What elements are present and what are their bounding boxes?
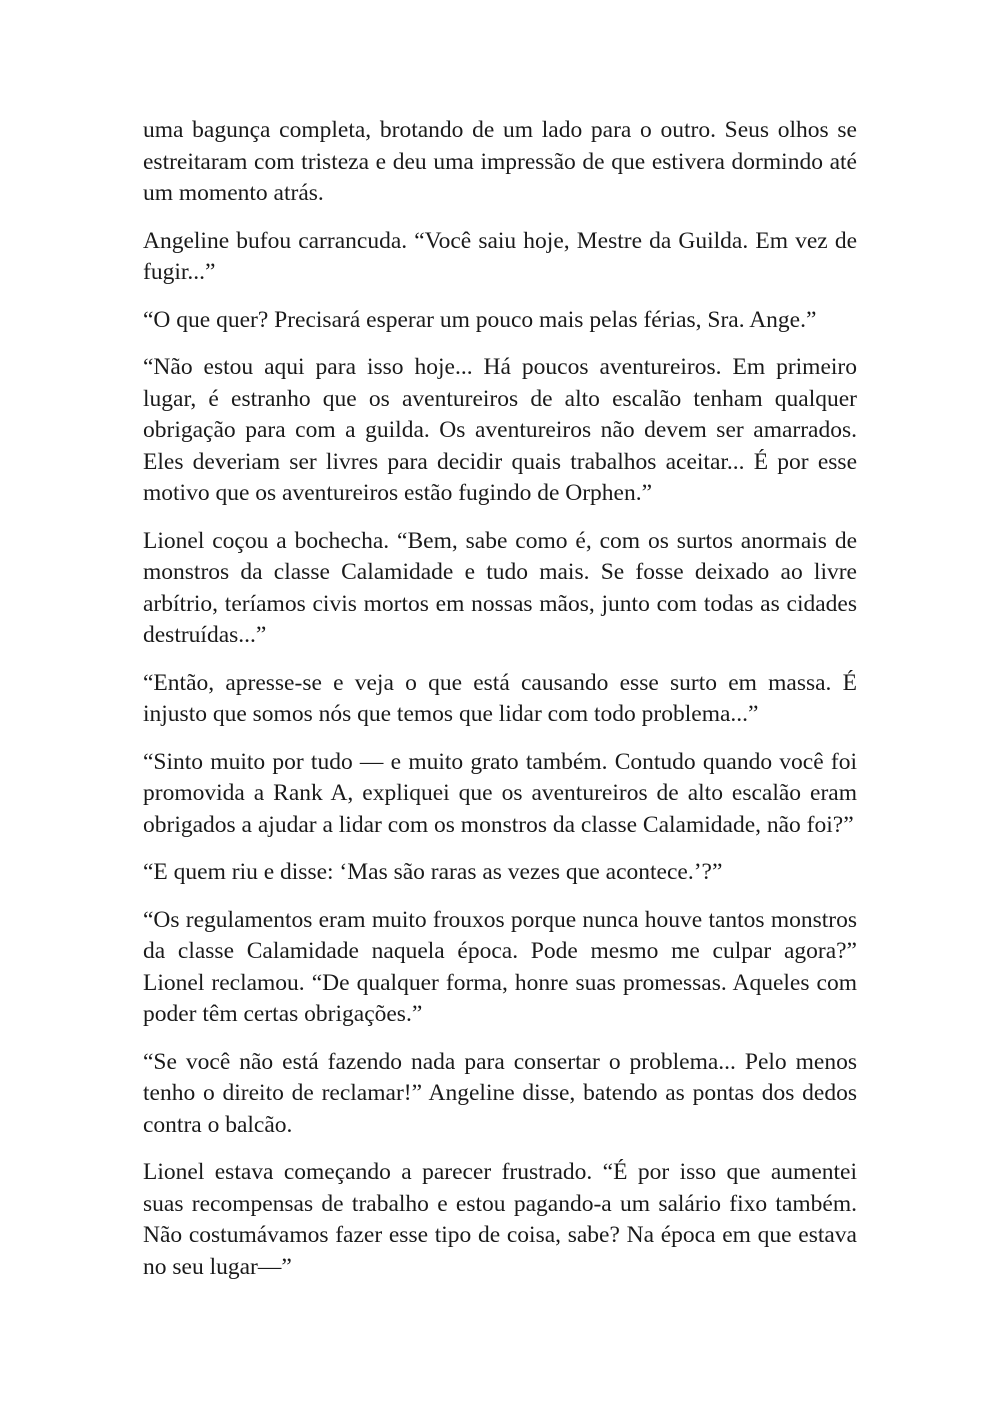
paragraph: Lionel coçou a bochecha. “Bem, sabe como é, com os surtos anormais de monstros da classe Calamidade e tudo mais. Se fosse deixado ao livre arbítrio, teríamos civis mortos em nossas mãos, junto com todas as cidades destruídas...” xyxy=(143,527,857,648)
paragraph: “E quem riu e disse: ‘Mas são raras as vezes que acontece.’?” xyxy=(143,859,723,885)
paragraph: Angeline bufou carrancuda. “Você saiu hoje, Mestre da Guilda. Em vez de fugir...” xyxy=(143,227,857,285)
paragraph: “O que quer? Precisará esperar um pouco mais pelas férias, Sra. Ange.” xyxy=(143,306,817,333)
body-text xyxy=(143,115,857,1299)
paragraph: uma bagunça completa, brotando de um lado para o outro. Seus olhos se estreitaram com tristeza e deu uma impressão de que estivera dormindo até um momento atrás. xyxy=(143,117,857,206)
paragraph: Lionel estava começando a parecer frustrado. “É por isso que aumentei suas recompensas de trabalho e estou pagando-a um salário fixo também. Não costumávamos fazer esse tipo de coisa, sabe? Na época em que estava no seu lugar—” xyxy=(143,1159,857,1280)
paragraph: “Então, apresse-se e veja o que está causando esse surto em massa. É injusto que somos nós que temos que lidar com todo problema...” xyxy=(143,669,857,727)
paragraph: “Sinto muito por tudo — e muito grato também. Contudo quando você foi promovida a Rank A, expliquei que os aventureiros de alto escalão eram obrigados a ajudar a lidar com os monstros da classe Calamidade, não foi?” xyxy=(143,748,857,838)
paragraph: “Não estou aqui para isso hoje... Há poucos aventureiros. Em primeiro lugar, é estranho que os aventureiros de alto escalão tenham qualquer obrigação para com a guilda. Os aventureiros não devem ser amarrados. Eles deveriam ser livres para decidir quais trabalhos aceitar... É por esse motivo que os aventureiros estão fugindo de Orphen.” xyxy=(143,354,857,506)
paragraph: “Os regulamentos eram muito frouxos porque nunca houve tantos monstros da classe Calamidade naquela época. Pode mesmo me culpar agora?” Lionel reclamou. “De qualquer forma, honre suas promessas. Aqueles com poder têm certas obrigações.” xyxy=(143,906,857,1027)
paragraph: “Se você não está fazendo nada para consertar o problema... Pelo menos tenho o direito de reclamar!” Angeline disse, batendo as pontas dos dedos contra o balcão. xyxy=(143,1048,857,1138)
